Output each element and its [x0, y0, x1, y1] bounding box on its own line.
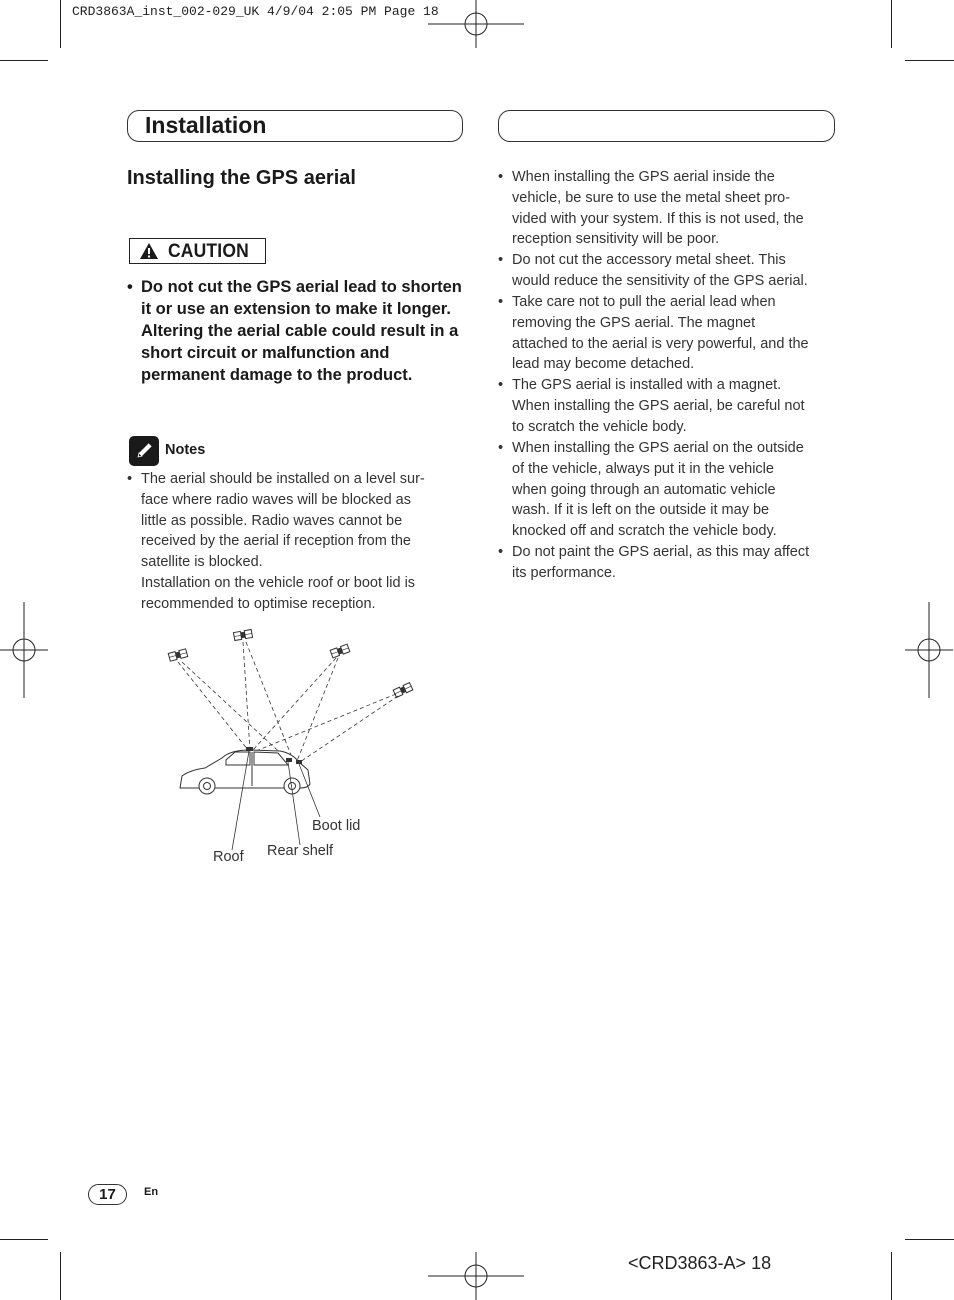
section-heading-box-empty: [498, 110, 835, 142]
page-number: 17: [88, 1184, 127, 1205]
subsection-title: Installing the GPS aerial: [127, 167, 356, 189]
notes-label: Notes: [165, 442, 206, 458]
notes-pencil-icon: [129, 436, 159, 466]
label-rear-shelf: Rear shelf: [267, 843, 334, 859]
caution-label: CAUTION: [168, 241, 249, 262]
registration-mark-top: [428, 0, 524, 48]
section-title: Installation: [145, 112, 267, 138]
signal-lines: [178, 642, 398, 762]
caution-box: [129, 238, 266, 264]
aerial-rear-shelf: [286, 758, 292, 762]
satellite-icon: [168, 649, 187, 661]
language-code: En: [144, 1186, 159, 1198]
registration-mark-left: [0, 602, 48, 698]
satellite-icon: [330, 644, 350, 658]
registration-mark-right: [905, 602, 953, 698]
satellite-icon: [233, 629, 252, 640]
aerial-boot-lid: [296, 760, 302, 764]
registration-mark-bottom: [428, 1252, 524, 1300]
satellite-icon: [393, 683, 413, 698]
caution-body: Do not cut the GPS aerial lead to shorten it or use an extension to make it longer. Altering the aerial cable could result in a short circuit or malfunction and permanent damage to the product.: [141, 278, 462, 384]
aerial-roof: [246, 747, 253, 751]
label-boot-lid: Boot lid: [312, 818, 361, 834]
file-header: CRD3863A_inst_002-029_UK 4/9/04 2:05 PM Page 18: [72, 4, 439, 19]
gps-satellite-diagram: [160, 620, 420, 870]
section-heading-box: [127, 110, 463, 142]
label-roof: Roof: [213, 849, 244, 865]
warning-triangle-icon: [139, 242, 159, 260]
footer-code: <CRD3863-A> 18: [628, 1253, 772, 1273]
